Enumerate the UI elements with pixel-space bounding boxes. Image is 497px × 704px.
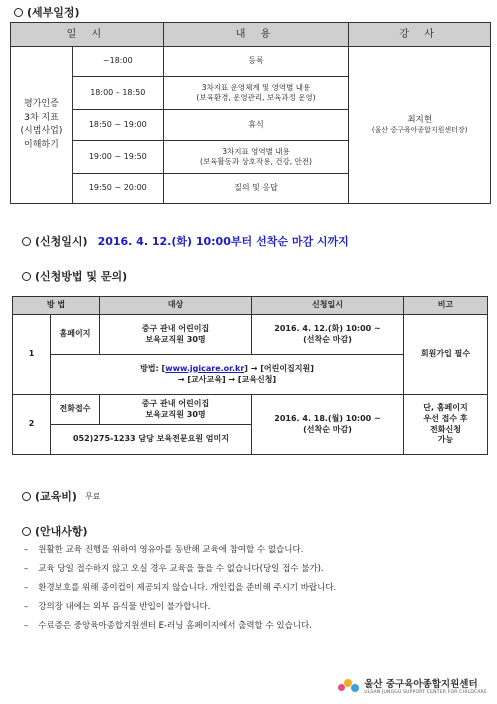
schedule-time: 18:00 – 18:50: [72, 77, 163, 110]
dash-bullet: –: [24, 602, 29, 612]
circle-bullet-icon: [14, 8, 23, 17]
note-text: 강의장 내에는 외부 음식물 반입이 불가합니다.: [38, 602, 211, 612]
dash-bullet: –: [24, 545, 29, 555]
schedule-content: 질의 및 응답: [163, 174, 349, 204]
fee-value: 무료: [84, 491, 101, 501]
circle-bullet-icon: [22, 527, 31, 536]
list-item: [24, 541, 484, 560]
section-fee-label: (교육비): [35, 490, 77, 503]
dash-bullet: –: [24, 564, 29, 574]
section-fee-heading: [22, 488, 100, 504]
apply-how-line1: [51, 364, 403, 375]
schedule-content: 3차지표 영역별 내용 (보육활동과 상호작용, 건강, 안전): [163, 141, 349, 174]
schedule-header-instructor: 강 사: [349, 23, 491, 47]
apply-row-no: 1: [13, 315, 51, 395]
schedule-instructor: [349, 47, 491, 204]
apply-how-cell: [51, 355, 404, 395]
logo-text: [364, 676, 487, 695]
schedule-content: 휴식: [163, 110, 349, 141]
schedule-time: 18:50 ~ 19:00: [72, 110, 163, 141]
apply-method: 전화접수: [51, 395, 100, 425]
apply-header-note: 비고: [404, 297, 488, 315]
schedule-header-content: 내 용: [163, 23, 349, 47]
apply-target: 중구 관내 어린이집 보육교직원 30명: [100, 315, 252, 355]
apply-method: 홈페이지: [51, 315, 100, 355]
section-apply-time-heading: [22, 233, 349, 249]
schedule-header-time: 일 시: [11, 23, 164, 47]
schedule-time: 19:00 ~ 19:50: [72, 141, 163, 174]
schedule-content: 등록: [163, 47, 349, 77]
note-text: 수료증은 중앙육아종합지원센터 E-러닝 홈페이지에서 출력할 수 있습니다.: [38, 621, 312, 631]
schedule-table: [10, 22, 491, 204]
center-logo: [338, 676, 487, 695]
schedule-content: 3차지표 운영체계 및 영역별 내용 (보육환경, 운영관리, 보육과정 운영): [163, 77, 349, 110]
section-apply-method-label: (신청방법 및 문의): [35, 270, 128, 283]
dash-bullet: –: [24, 621, 29, 631]
apply-table: [12, 296, 488, 455]
apply-how-suffix: ] → [어린이집지원]: [244, 363, 314, 373]
apply-date: 2016. 4. 12.(화) 10:00부터: [97, 235, 253, 248]
apply-how-prefix: 방법: [: [140, 363, 166, 373]
apply-date-cell: 2016. 4. 18.(월) 10:00 ~ (선착순 마감): [252, 395, 404, 455]
list-item: [24, 560, 484, 579]
apply-date-suffix: 선착순 마감 시까지: [256, 235, 349, 248]
circle-bullet-icon: [22, 237, 31, 246]
list-item: [24, 598, 484, 617]
section-guide-heading: [22, 523, 88, 539]
section-detail-heading: [14, 4, 80, 20]
dash-bullet: –: [24, 583, 29, 593]
apply-date-cell: 2016. 4. 12.(화) 10:00 ~ (선착순 마감): [252, 315, 404, 355]
apply-how-line2: → [교사교육] → [교육신청]: [177, 374, 277, 384]
logo-mark-icon: [338, 678, 360, 694]
apply-note: 단, 홈페이지 우선 접수 후 전화신청 가능: [404, 395, 488, 455]
instructor-org: (울산 중구육아종합지원센터장): [371, 126, 468, 135]
apply-header-target: 대상: [100, 297, 252, 315]
apply-phone: 052)275-1233 담당 보육전문요원 엄미지: [51, 425, 252, 455]
apply-row-no: 2: [13, 395, 51, 455]
schedule-topic: 평가인증 3차 지표 (시범사업) 이해하기: [11, 47, 73, 204]
list-item: [24, 579, 484, 598]
section-apply-method-heading: [22, 268, 127, 284]
section-detail-label: (세부일정): [27, 6, 80, 19]
list-item: [24, 617, 484, 636]
apply-target: 중구 관내 어린이집 보육교직원 30명: [100, 395, 252, 425]
section-apply-time-label: (신청일시): [35, 235, 88, 248]
note-text: 교육 당일 접수하지 않고 오실 경우 교육을 들을 수 없습니다(당일 접수 불가).: [38, 564, 324, 574]
homepage-link[interactable]: www.jgicare.or.kr: [165, 363, 245, 373]
notes-list: [24, 541, 484, 636]
instructor-name: 최지현: [407, 114, 432, 125]
note-text: 환경보호를 위해 종이컵이 제공되지 않습니다. 개인컵을 준비해 주시기 바랍니다.: [38, 583, 337, 593]
apply-note: 회원가입 필수: [404, 315, 488, 395]
apply-header-method: 방 법: [13, 297, 100, 315]
logo-name: 울산 중구육아종합지원센터: [364, 679, 478, 690]
logo-name-en: ULSAN JUNGGU SUPPORT CENTER FOR CHILDCARE: [364, 690, 487, 695]
section-guide-label: (안내사항): [35, 525, 88, 538]
circle-bullet-icon: [22, 492, 31, 501]
note-text: 원활한 교육 진행을 위하여 영유아를 동반해 교육에 참여할 수 없습니다.: [38, 545, 304, 555]
schedule-time: 19:50 ~ 20:00: [72, 174, 163, 204]
circle-bullet-icon: [22, 272, 31, 281]
schedule-time: ~18:00: [72, 47, 163, 77]
apply-header-date: 신청일시: [252, 297, 404, 315]
